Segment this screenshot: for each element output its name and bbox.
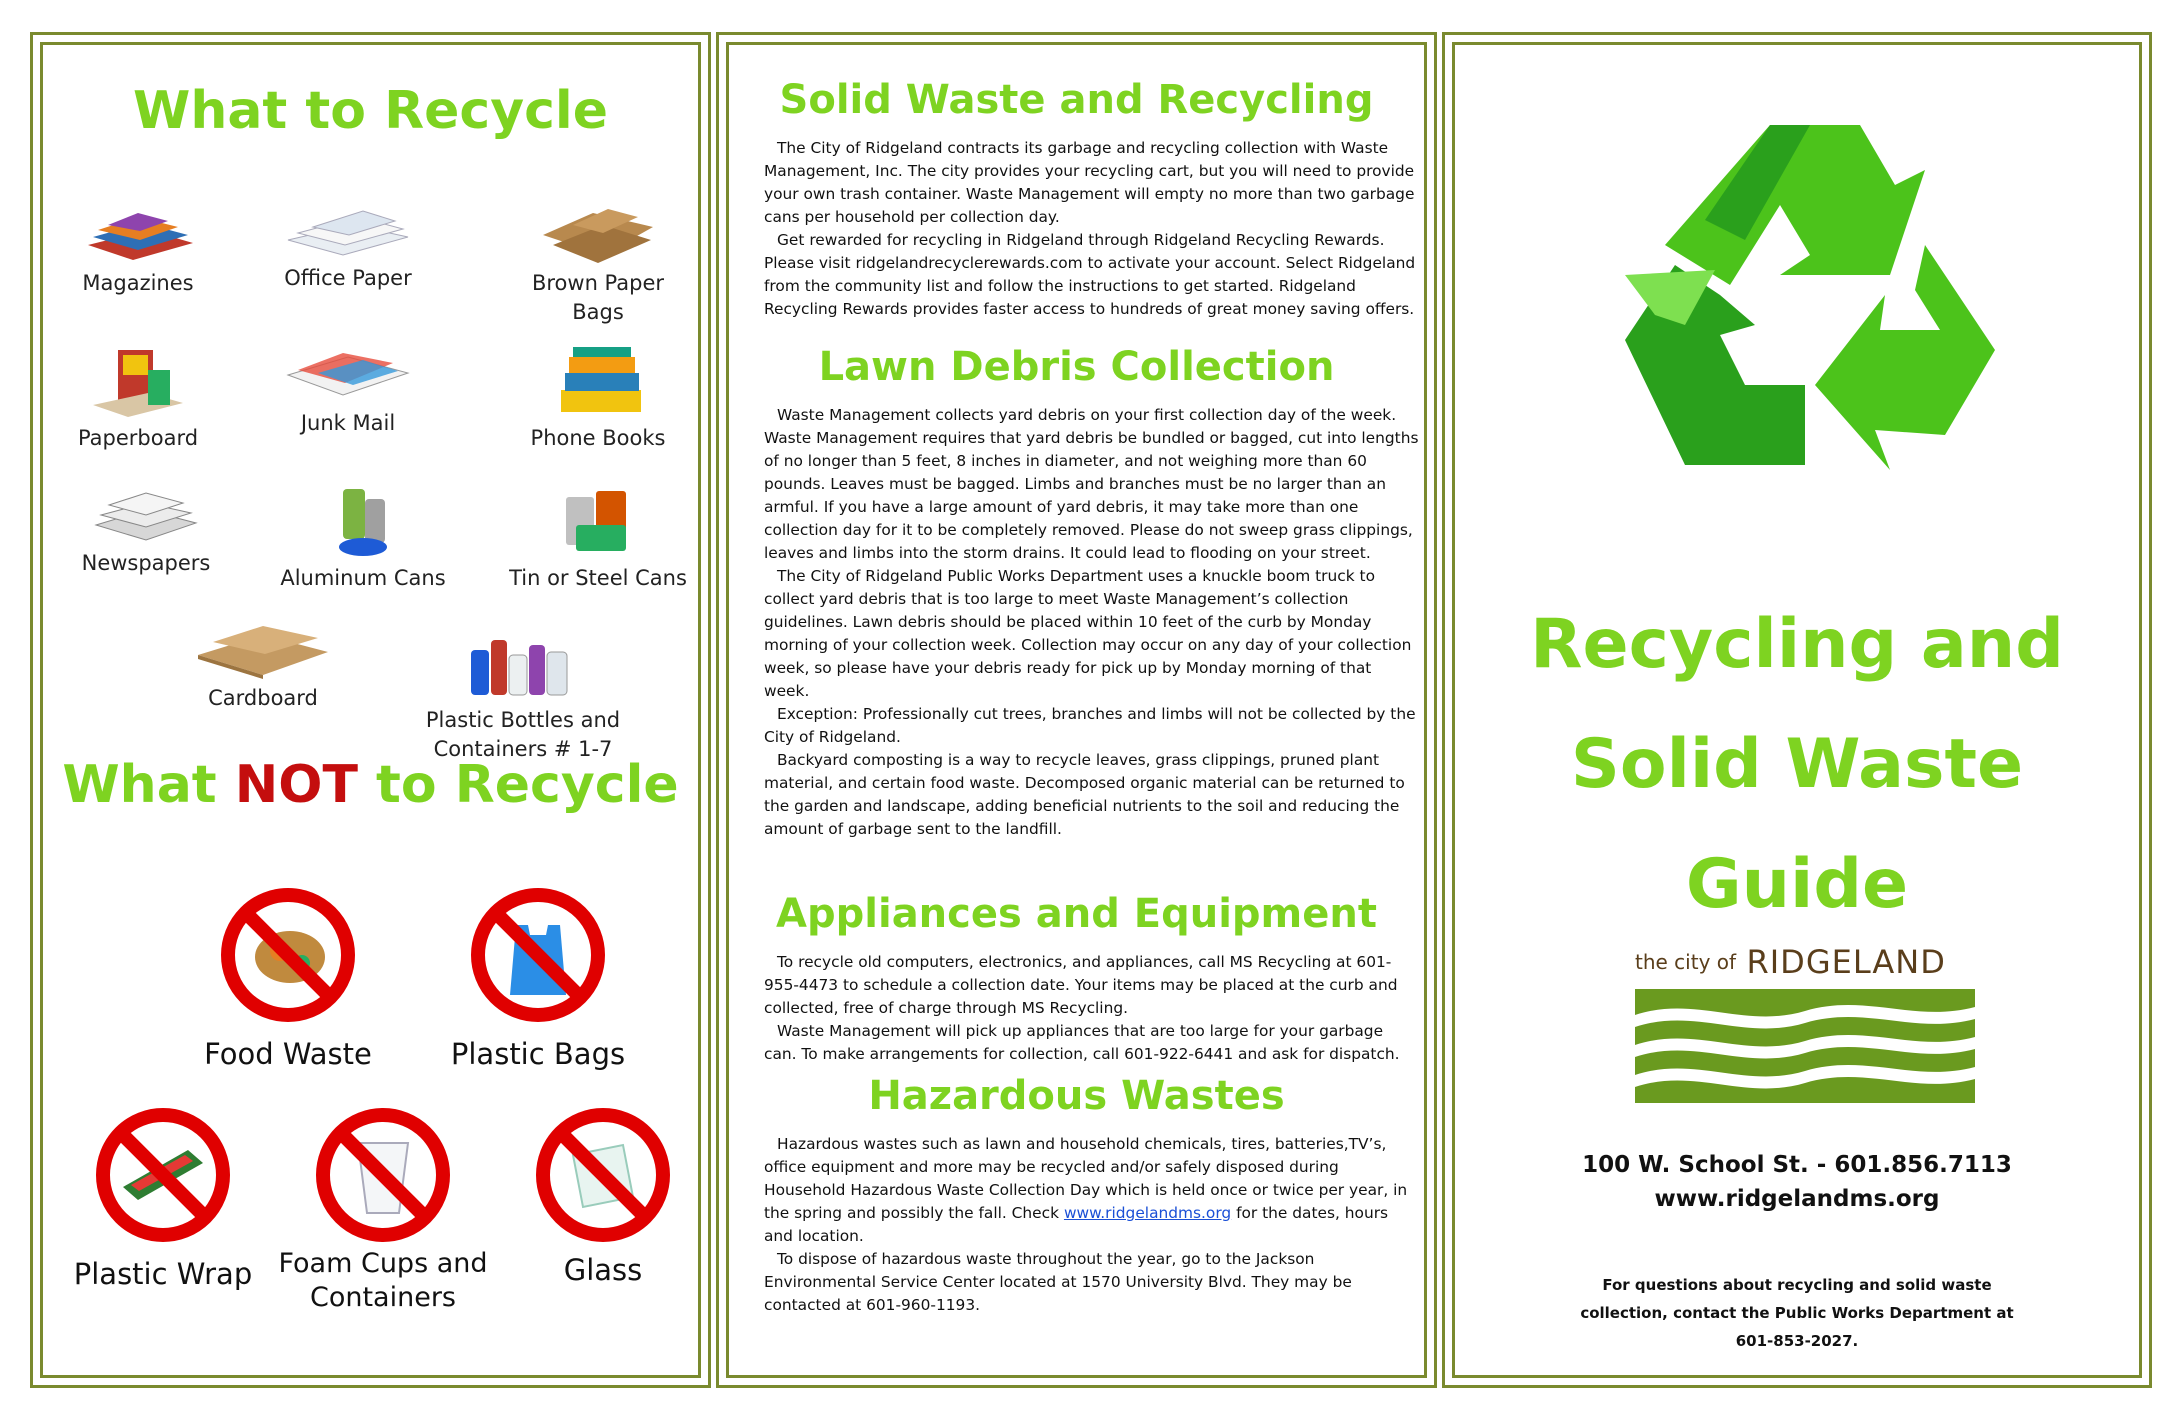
website-line: www.ridgelandms.org <box>1654 1186 1940 1212</box>
not-item-food-waste <box>193 885 383 1071</box>
hazardous-text-a: Hazardous wastes such as lawn and household chemicals, tires, batteries,TV’s, office equipment and more may be recycled and/or safely disposed during Household Hazardous Waste Collection Day which is held once or twice per year, in the spring and possibly the fall. Check <box>764 1135 1408 1222</box>
no-plastic-wrap-icon <box>93 1105 233 1245</box>
paper-bags-icon <box>533 205 663 265</box>
lawn-debris-paragraph-3: Exception: Professionally cut trees, branches and limbs will not be collected by the City of Ridgeland. <box>764 705 1416 746</box>
solid-waste-paragraph-1: The City of Ridgeland contracts its garbage and recycling collection with Waste Management, Inc. The city provides your recycling cart, but you will need to provide your own trash container. Waste Management will empty no more than two garbage cans per household per collection day. <box>764 139 1415 226</box>
appliances-body <box>764 951 1419 1066</box>
recycle-item-paperboard <box>63 345 213 453</box>
appliances-heading: Appliances and Equipment <box>776 891 1377 937</box>
cardboard-icon <box>193 620 333 680</box>
not-label-glass: Glass <box>563 1253 643 1287</box>
hazardous-paragraph-1 <box>764 1133 1419 1248</box>
not-item-plastic-bags <box>438 885 638 1071</box>
not-title-part1: What <box>62 755 235 815</box>
lawn-debris-paragraph-1: Waste Management collects yard debris on your first collection day of the week. Waste Management requires that yard debris be bundled or bagged, cut into lengths of no longer than 5 feet, 8 inches in diameter, and not weighing more than 60 pounds. Leaves must be bagged. Limbs and branches must be no larger than an armful. If you have a large amount of yard debris, it may take more than one collection day for it to be completely removed. Please do not sweep grass clippings, leaves and limbs into the storm drains. It could lead to flooding on your street. <box>764 406 1419 562</box>
lawn-debris-paragraph-4: Backyard composting is a way to recycle leaves, grass clippings, pruned plant material, and certain food waste. Decomposed organic material can be returned to the garden and landscape, adding beneficial nutrients to the soil and reducing the amount of garbage sent to the landfill. <box>764 751 1405 838</box>
plastic-bottles-icon <box>463 630 583 702</box>
newspapers-icon <box>91 485 201 545</box>
not-label-plastic-bags: Plastic Bags <box>450 1037 626 1071</box>
recycle-label-paperboard: Paperboard <box>77 426 199 450</box>
not-title-part3: to Recycle <box>357 755 679 815</box>
tin-cans-icon <box>556 485 641 560</box>
lawn-debris-paragraph-2: The City of Ridgeland Public Works Department uses a knuckle boom truck to collect yard debris that is too large to meet Waste Management’s collection guidelines. Lawn debris should be placed within 10 feet of the curb by Monday morning of your collection week. Collection may occur on any day of your collection week, so please have your debris ready for pick up by Monday morning of that week. <box>764 567 1412 700</box>
recycle-item-brown-paper-bags <box>503 205 693 327</box>
paperboard-icon <box>88 345 188 420</box>
right-panel-inner <box>1452 42 2142 1378</box>
recycle-item-tin-steel-cans <box>498 485 698 593</box>
recycle-item-newspapers <box>61 485 231 578</box>
recycle-label-cardboard: Cardboard <box>208 686 318 710</box>
not-title-red-word: NOT <box>234 755 358 815</box>
address-line: 100 W. School St. - 601.856.7113 <box>1582 1152 2012 1178</box>
no-foam-cups-icon <box>313 1105 453 1245</box>
not-item-glass <box>523 1105 683 1287</box>
recycle-label-newspapers: Newspapers <box>81 551 211 575</box>
not-item-plastic-wrap <box>58 1105 268 1291</box>
not-label-food-waste: Food Waste <box>204 1037 372 1071</box>
office-paper-icon <box>283 205 413 260</box>
hazardous-heading: Hazardous Wastes <box>868 1073 1285 1119</box>
what-to-recycle-title: What to Recycle <box>132 81 609 141</box>
hazardous-text-b: for the dates, hours and location. <box>764 1204 1389 1245</box>
no-glass-icon <box>533 1105 673 1245</box>
recycle-item-aluminum-cans <box>273 485 453 593</box>
left-panel-inner <box>40 42 701 1378</box>
guide-title-line-2: Solid Waste <box>1570 725 2024 804</box>
no-food-waste-icon <box>218 885 358 1025</box>
recycle-label-brown-paper-bags: Brown Paper Bags <box>531 271 665 324</box>
phone-books-icon <box>551 345 646 420</box>
lawn-debris-heading: Lawn Debris Collection <box>818 344 1335 390</box>
magazines-icon <box>78 205 198 265</box>
solid-waste-body <box>764 137 1419 321</box>
contact-note: For questions about recycling and solid waste collection, contact the Public Works Department at 601-853-2027. <box>1580 1276 2014 1350</box>
solid-waste-heading: Solid Waste and Recycling <box>779 77 1374 123</box>
left-panel <box>30 32 711 1388</box>
middle-panel <box>716 32 1437 1388</box>
not-label-foam-cups: Foam Cups and Containers <box>278 1248 488 1313</box>
recycle-item-cardboard <box>178 620 348 713</box>
middle-panel-inner <box>726 42 1427 1378</box>
junk-mail-icon <box>283 345 413 405</box>
recycle-label-magazines: Magazines <box>82 271 194 295</box>
recycle-item-magazines <box>63 205 213 298</box>
recycle-item-phone-books <box>513 345 683 453</box>
what-not-to-recycle-title <box>43 755 698 815</box>
recycle-label-aluminum-cans: Aluminum Cans <box>280 566 446 590</box>
recycle-label-plastic-bottles: Plastic Bottles and Containers # 1-7 <box>425 708 621 761</box>
recycle-label-phone-books: Phone Books <box>530 426 666 450</box>
not-label-plastic-wrap: Plastic Wrap <box>73 1257 253 1291</box>
recycle-label-office-paper: Office Paper <box>284 266 412 290</box>
ridgeland-logo <box>1635 943 1980 1103</box>
lawn-debris-body <box>764 404 1419 841</box>
guide-title-line-1: Recycling and <box>1530 605 2064 684</box>
guide-title-line-3: Guide <box>1685 845 1909 924</box>
solid-waste-paragraph-2: Get rewarded for recycling in Ridgeland through Ridgeland Recycling Rewards. Please visit ridgelandrecyclerewards.com to activate your account. Select Ridgeland from the community list and follow the instructions to get started. Ridgeland Recycling Rewards provides faster access to hundreds of great money saving offers. <box>764 231 1416 318</box>
recycle-symbol-icon <box>1625 125 1995 475</box>
recycle-label-tin-steel-cans: Tin or Steel Cans <box>509 566 687 590</box>
recycle-item-junk-mail <box>273 345 423 438</box>
logo-waves-icon <box>1635 989 1975 1103</box>
recycle-item-office-paper <box>263 205 433 293</box>
aluminum-cans-icon <box>323 485 403 560</box>
not-item-foam-cups <box>273 1105 493 1315</box>
no-plastic-bags-icon <box>468 885 608 1025</box>
right-panel <box>1442 32 2152 1388</box>
logo-prefix: the city of <box>1635 950 1737 974</box>
hazardous-body <box>764 1133 1419 1317</box>
hazardous-paragraph-2: To dispose of hazardous waste throughout the year, go to the Jackson Environmental Service Center located at 1570 University Blvd. They may be contacted at 601-960-1193. <box>764 1250 1352 1314</box>
appliances-paragraph-2: Waste Management will pick up appliances that are too large for your garbage can. To make arrangements for collection, call 601-922-6441 and ask for dispatch. <box>764 1022 1400 1063</box>
logo-name: RIDGELAND <box>1746 943 1946 981</box>
ridgeland-website-link[interactable]: www.ridgelandms.org <box>1063 1204 1232 1222</box>
appliances-paragraph-1: To recycle old computers, electronics, and appliances, call MS Recycling at 601-955-4473 to schedule a collection date. Your items may be placed at the curb and collected, free of charge through MS Recycling. <box>764 953 1398 1017</box>
recycle-item-plastic-bottles <box>393 630 653 764</box>
recycle-label-junk-mail: Junk Mail <box>300 411 396 435</box>
